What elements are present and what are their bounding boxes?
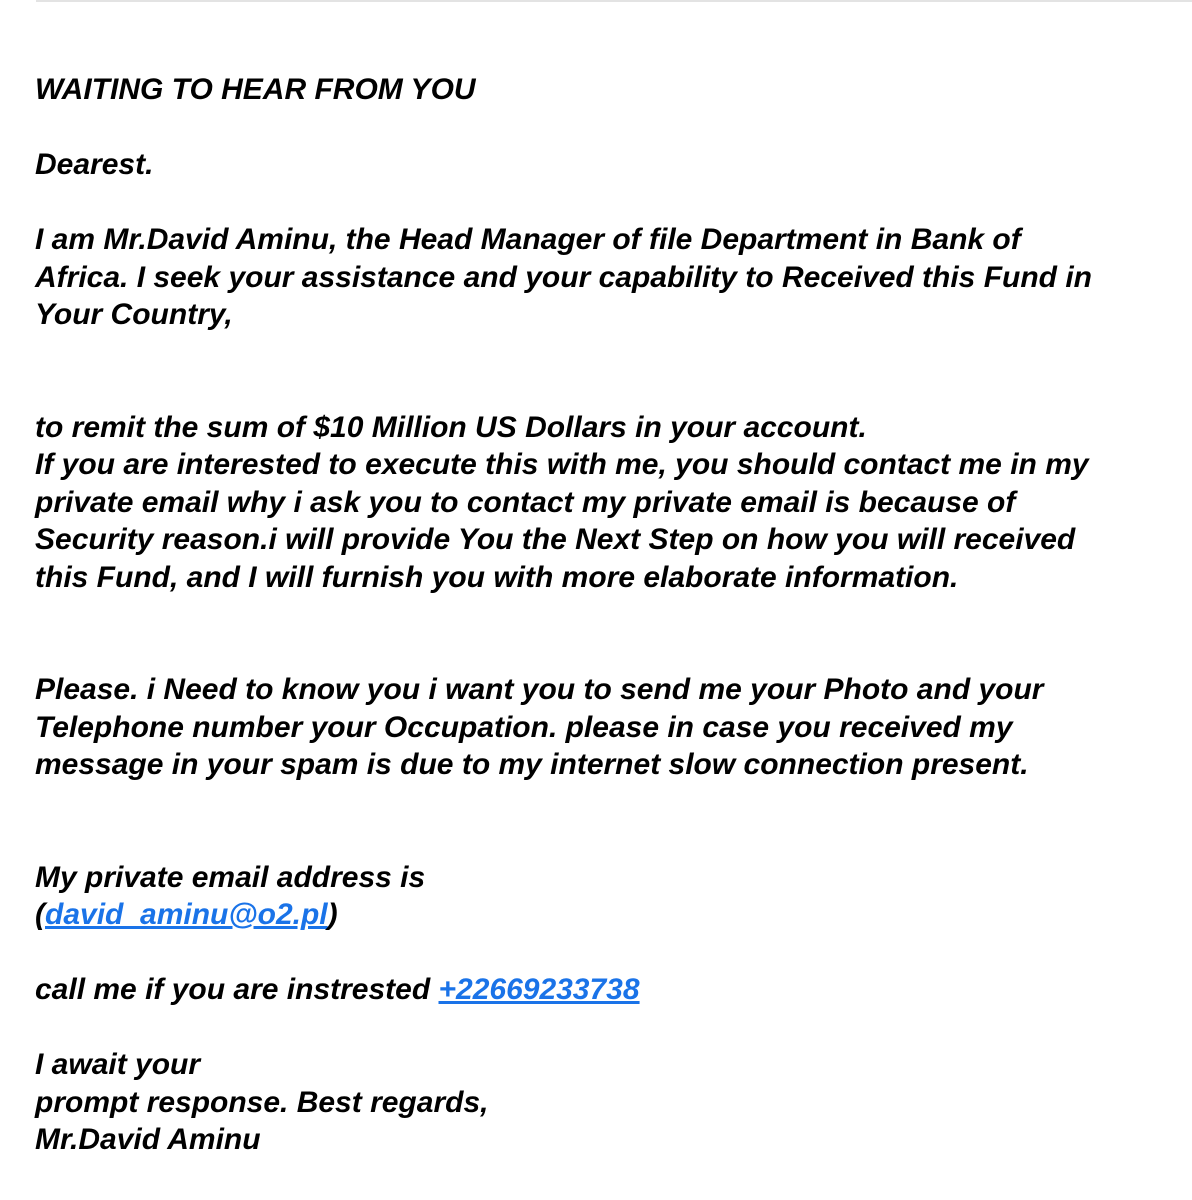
- email-subject: WAITING TO HEAR FROM YOU: [35, 73, 476, 106]
- paragraph-line: If you are interested to execute this with me, you should contact me in my: [35, 448, 1089, 481]
- top-divider: [36, 0, 1192, 2]
- closing-line: prompt response. Best regards,: [35, 1085, 489, 1119]
- blank-line: [35, 596, 1175, 634]
- email-address-line: [35, 896, 1175, 934]
- paragraph-line: to remit the sum of $10 Million US Dollars in your account.: [35, 410, 867, 444]
- paragraph-line: private email why i ask you to contact my private email is because of: [35, 485, 1016, 519]
- request-paragraph: [35, 671, 1175, 784]
- email-message-body: [35, 71, 1175, 1159]
- blank-line: [35, 334, 1175, 372]
- blank-line: [35, 821, 1175, 859]
- paragraph-line: Your Country,: [35, 298, 233, 331]
- blank-line: [35, 109, 1175, 147]
- paragraph-line: Security reason.i will provide You the Next Step on how you will received: [35, 523, 1076, 556]
- email-greeting: Dearest.: [35, 148, 154, 181]
- paragraph-line: message in your spam is due to my internet slow connection present.: [35, 748, 1029, 781]
- paren-open: (: [35, 898, 45, 931]
- paragraph-line: this Fund, and I will furnish you with more elaborate information.: [35, 560, 959, 594]
- blank-line: [35, 634, 1175, 672]
- blank-line: [35, 1009, 1175, 1047]
- email-address-link[interactable]: david_aminu@o2.pl: [45, 898, 328, 931]
- paragraph-line: Please. i Need to know you i want you to send me your Photo and your: [35, 673, 1044, 706]
- closing-paragraph: [35, 1046, 1175, 1159]
- offer-paragraph: [35, 409, 1175, 597]
- call-line: [35, 971, 1175, 1009]
- call-text: call me if you are instrested: [35, 973, 439, 1006]
- blank-line: [35, 934, 1175, 972]
- blank-line: [35, 184, 1175, 222]
- blank-line: [35, 784, 1175, 822]
- paren-close: ): [327, 898, 338, 931]
- intro-paragraph: [35, 221, 1175, 334]
- paragraph-line: Africa. I seek your assistance and your capability to Received this Fund in: [35, 260, 1093, 294]
- blank-line: [35, 371, 1175, 409]
- email-address-label: My private email address is: [35, 860, 426, 894]
- signature: Mr.David Aminu: [35, 1123, 261, 1156]
- paragraph-line: I am Mr.David Aminu, the Head Manager of file Department in Bank of: [35, 223, 1021, 256]
- phone-number-link[interactable]: +22669233738: [438, 973, 640, 1006]
- paragraph-line: Telephone number your Occupation. please in case you received my: [35, 710, 1013, 744]
- closing-line: I await your: [35, 1048, 201, 1081]
